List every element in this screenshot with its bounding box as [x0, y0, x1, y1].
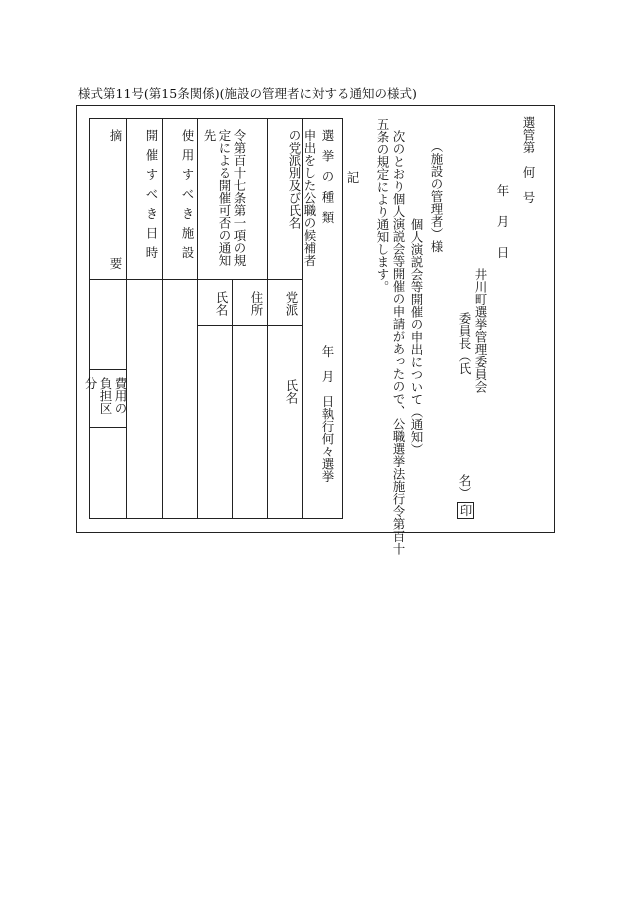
address-label: 住所 [249, 291, 264, 316]
issuer-name-end: 名） [457, 474, 472, 499]
header-datetime: 開催すべき日時 [144, 129, 159, 266]
party-label: 党派 [284, 291, 299, 316]
details-table [83, 118, 343, 519]
col-divider [267, 119, 268, 518]
cell-divider [197, 325, 267, 326]
seal-mark [457, 502, 474, 519]
header-summary-top: 摘 [108, 129, 123, 142]
cell-divider [90, 427, 126, 428]
cell-divider [232, 280, 233, 518]
issuer-title: 委員長（氏 [457, 312, 472, 375]
col-divider [126, 119, 127, 518]
cell-divider [267, 325, 302, 326]
candidate-name-label: 氏名 [284, 379, 299, 404]
header-divider [90, 279, 302, 280]
destination-name-label: 氏名 [214, 291, 229, 316]
document-number: 選管第 何 号 [521, 116, 536, 204]
seal-label: 印 [458, 504, 473, 517]
election-value: 年 月 日執行何々選挙 [320, 345, 335, 483]
header-facility: 使用すべき施設 [180, 129, 195, 266]
header-notice-destination: 令第百十七条第一項の規定による開催可否の通知先 [202, 129, 247, 267]
cell-divider [90, 369, 126, 370]
notice-form [76, 105, 555, 555]
col-divider [197, 119, 198, 518]
col-divider [162, 119, 163, 518]
issue-date: 年 月 日 [495, 184, 510, 262]
header-election-type: 選挙の種類 [320, 129, 335, 232]
header-candidate: 申出をした公職の候補者の党派別及び氏名 [287, 129, 317, 267]
ki-label: 記 [345, 171, 360, 184]
header-summary-bottom: 要 [108, 257, 123, 270]
cost-burden-label: 費用の負担区分 [83, 377, 128, 415]
issuer-organization: 井川町選挙管理委員会 [473, 268, 488, 393]
form-caption: 様式第11号(第15条関係)(施設の管理者に対する通知の様式) [78, 86, 417, 101]
notice-body-line-1: 次のとおり個人演説会等開催の申請があったので、公職選挙法施行令第百十 [391, 130, 406, 555]
notice-body-line-2: 五条の規定により通知します。 [375, 118, 390, 293]
addressee: （施設の管理者）様 [429, 140, 444, 253]
notice-subject: 個人演説会等開催の申出について（通知） [409, 218, 424, 456]
